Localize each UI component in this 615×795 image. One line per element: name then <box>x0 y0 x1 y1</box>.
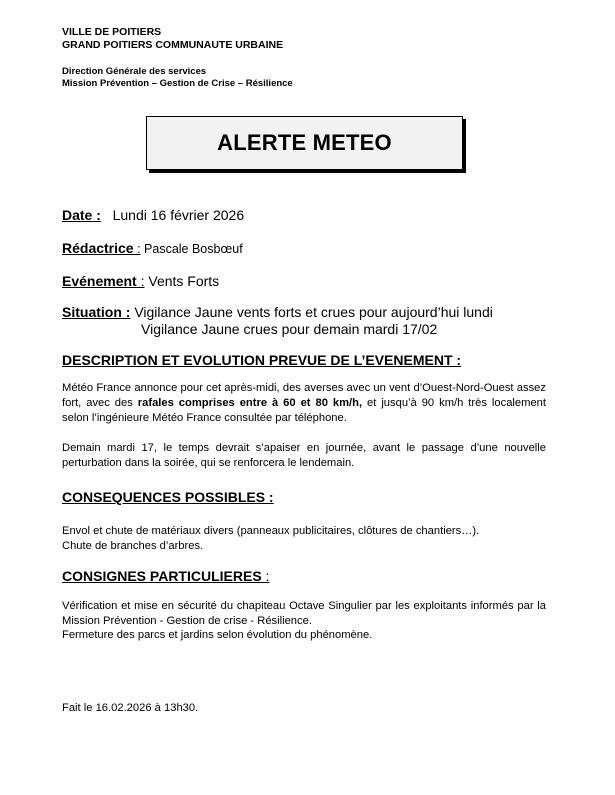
situation-label: Situation : <box>62 304 131 320</box>
situation-field <box>62 304 493 321</box>
date-field <box>62 207 244 224</box>
title-box <box>146 116 463 170</box>
consignes-heading-text: CONSIGNES PARTICULIERES <box>62 568 262 584</box>
event-separator: : <box>136 273 145 289</box>
org-name-city: VILLE DE POITIERS <box>62 26 162 38</box>
description-paragraph-2: Demain mardi 17, le temps devrait s’apaiser en journée, avant le passage d’une nouvelle perturbation dans la soirée, qui se renforcera le lendemain. <box>62 442 546 469</box>
author-value: Pascale Bosbœuf <box>144 242 243 256</box>
consignes-paragraph-1: Vérification et mise en sécurité du chapiteau Octave Singulier par les exploitants informés par la Mission Prévention - Gestion de crise - Résilience. <box>62 600 546 627</box>
consequences-line-2: Chute de branches d’arbres. <box>62 540 204 552</box>
description-p1-bold: rafales comprises entre à 60 et 80 km/h, <box>137 397 363 409</box>
author-label: Rédactrice <box>62 240 134 256</box>
event-field <box>62 273 219 290</box>
situation-line-1: Vigilance Jaune vents forts et crues pour aujourd’hui lundi <box>134 304 493 320</box>
mission-name: Mission Prévention – Gestion de Crise – Résilience <box>62 78 293 89</box>
description-p1-start: Météo France annonce pour cet après-midi, des averses avec un vent d’Ouest-Nord-Ouest assez fort, avec des <box>62 382 546 409</box>
date-value: Lundi 16 février 2026 <box>112 207 245 223</box>
description-heading <box>62 352 461 369</box>
author-field <box>62 240 243 258</box>
consequences-heading-text: CONSEQUENCES POSSIBLES : <box>62 489 274 505</box>
event-value: Vents Forts <box>148 273 220 289</box>
author-separator: : <box>133 242 141 256</box>
consignes-heading <box>62 568 269 585</box>
consignes-paragraph-2: Fermeture des parcs et jardins selon évolution du phénomène. <box>62 629 373 641</box>
date-separator: : <box>92 207 101 223</box>
description-p1-end: et jusqu’à 90 km/h très localement selon l’ingénieure Météo France consultée par téléphone. <box>62 397 546 424</box>
department-name: Direction Générale des services <box>62 66 207 77</box>
description-heading-text: DESCRIPTION ET EVOLUTION PREVUE DE L’EVENEMENT : <box>62 352 462 368</box>
event-label: Evénement <box>62 273 137 289</box>
page-title: ALERTE METEO <box>217 130 392 155</box>
date-label: Date <box>62 207 93 223</box>
footer-signature-date: Fait le 16.02.2026 à 13h30. <box>62 702 199 714</box>
situation-line-2: Vigilance Jaune crues pour demain mardi 17/02 <box>141 321 438 337</box>
consequences-heading <box>62 489 274 506</box>
consequences-line-1: Envol et chute de matériaux divers (panneaux publicitaires, clôtures de chantiers…). <box>62 525 480 537</box>
org-name-agglomeration: GRAND POITIERS COMMUNAUTE URBAINE <box>62 39 284 51</box>
consignes-heading-separator: : <box>261 568 270 584</box>
description-paragraph-1 <box>62 381 546 426</box>
